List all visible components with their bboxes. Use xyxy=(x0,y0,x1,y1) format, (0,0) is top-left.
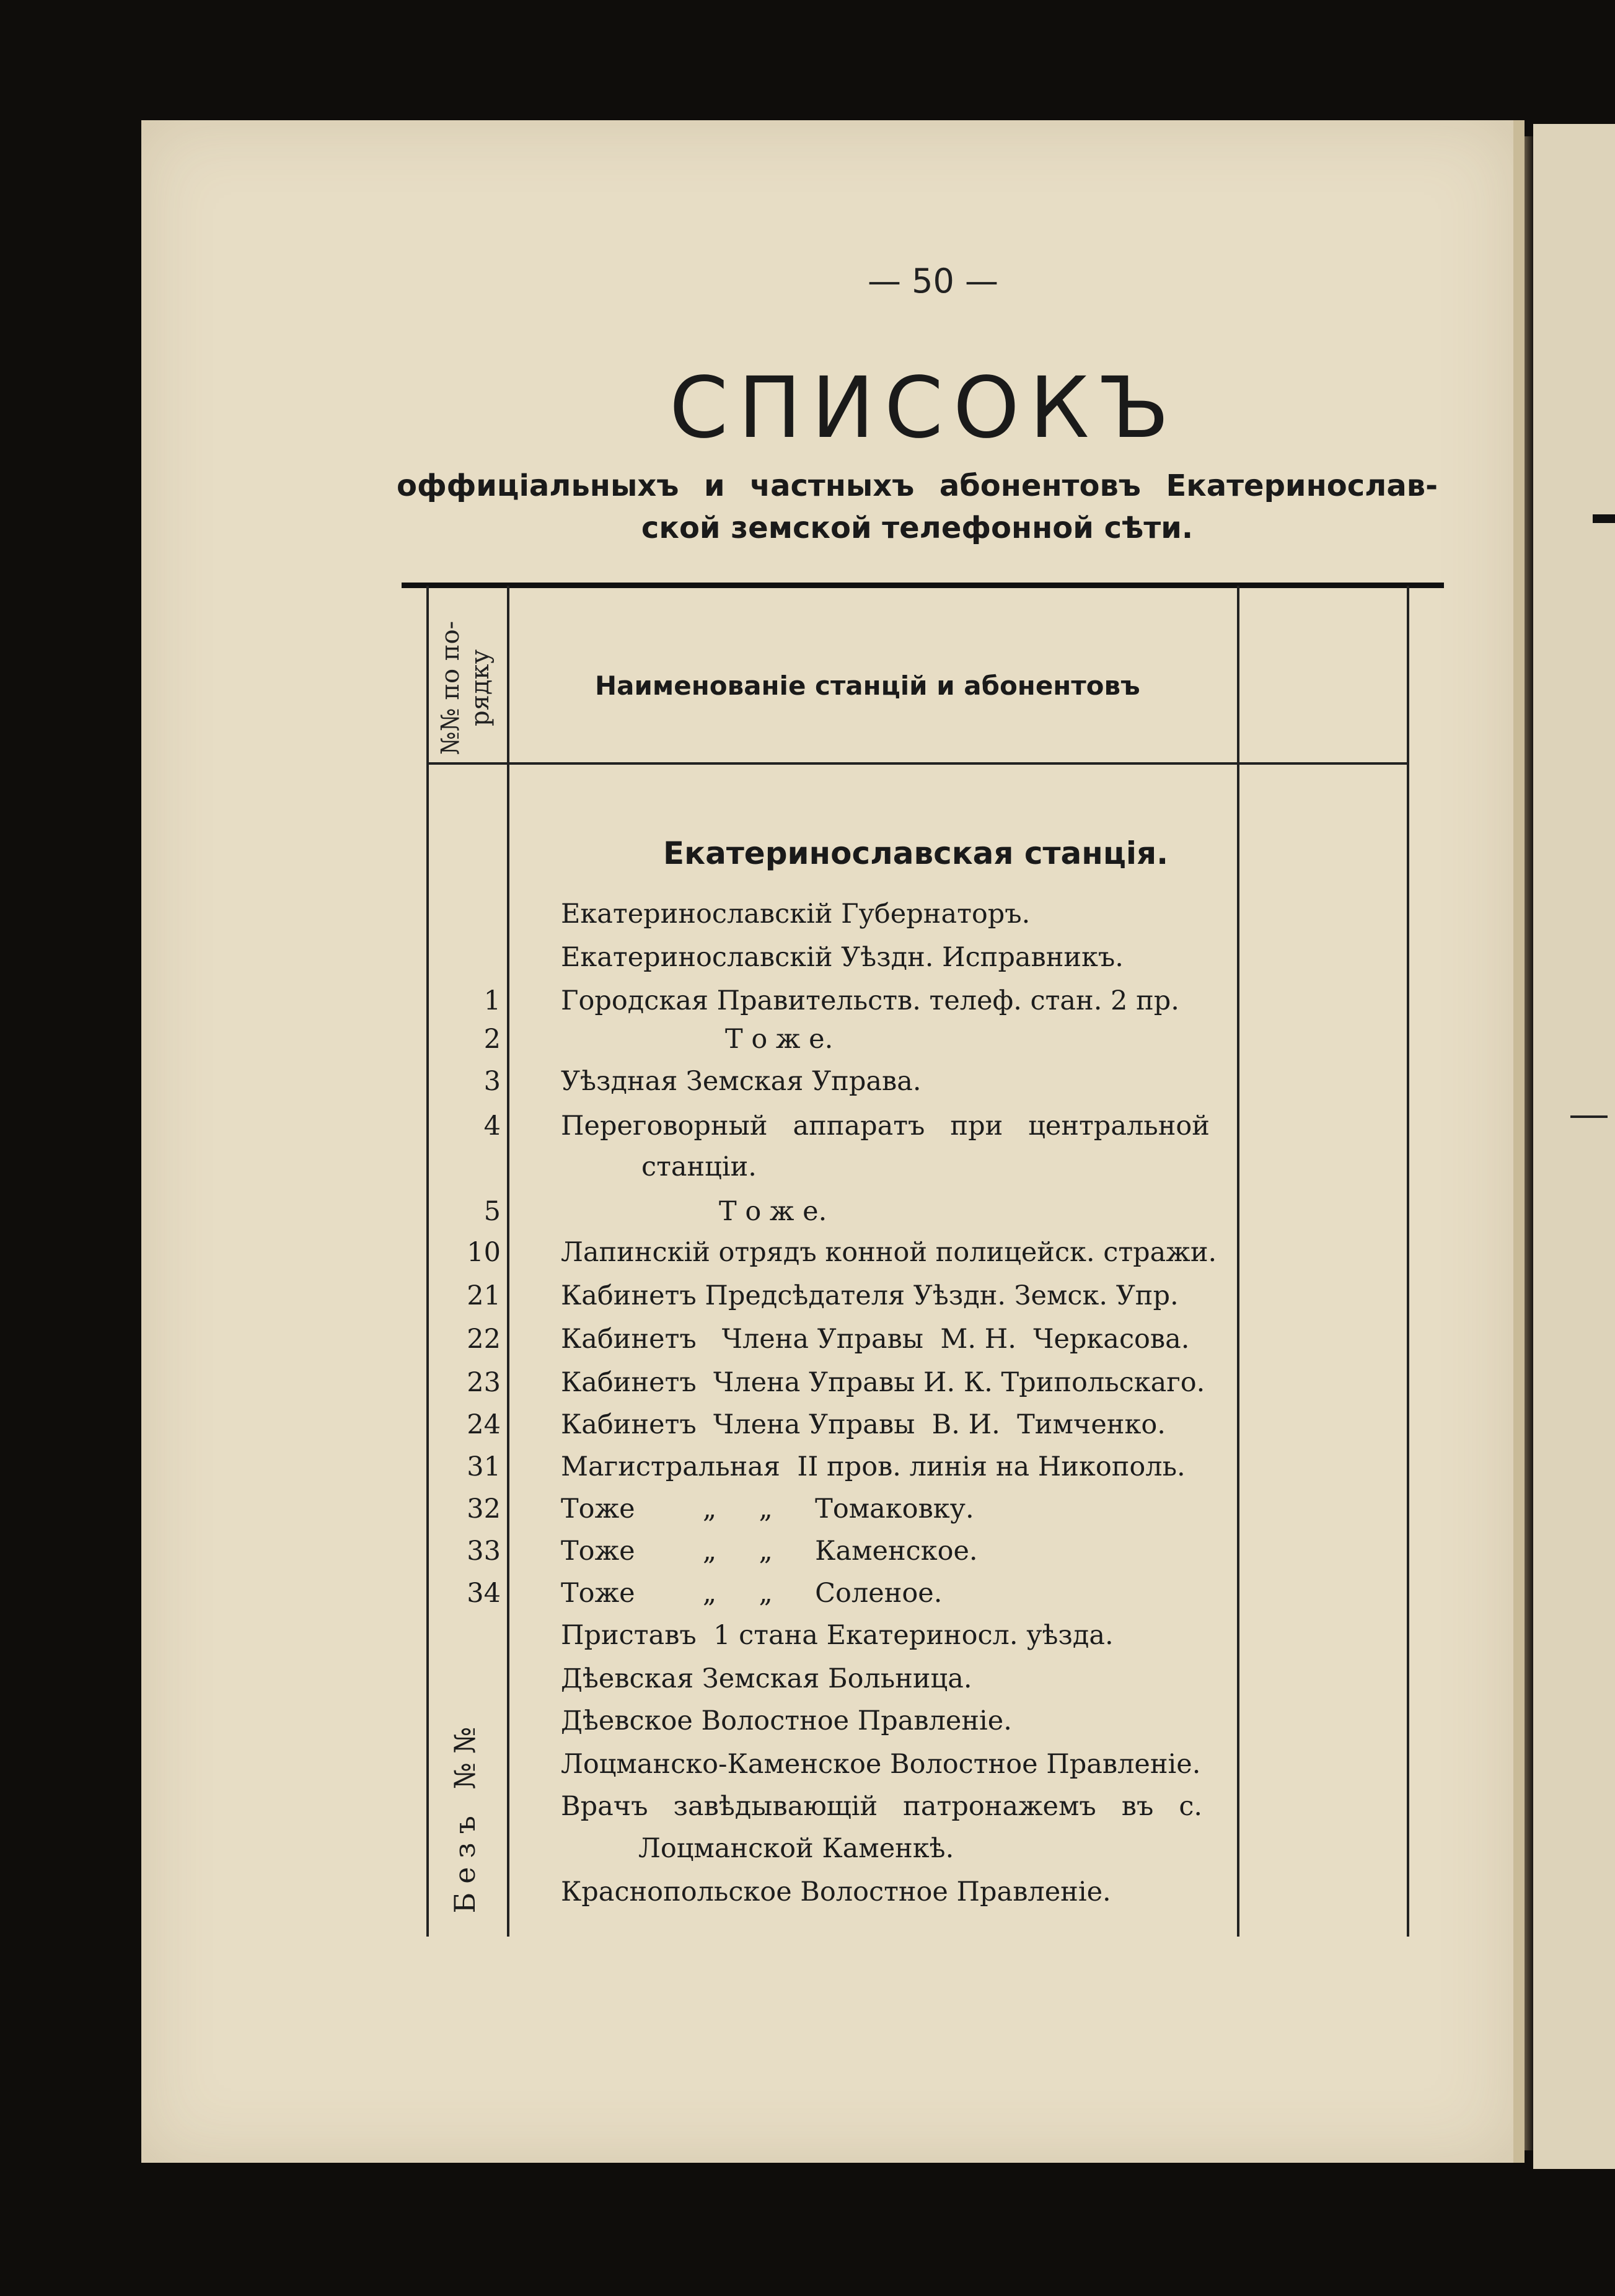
table-row xyxy=(0,1237,1615,1280)
page-title: СПИСОКЪ xyxy=(669,359,1179,457)
row-text: Врачъ завѣдывающій патронажемъ въ с. xyxy=(561,1791,1203,1822)
subtitle-line-1: оффиціальныхъ и частныхъ абонентовъ Екатеринослав- xyxy=(397,468,1438,503)
table-row xyxy=(0,899,1615,942)
row-number: 23 xyxy=(467,1367,501,1398)
page-subtitle xyxy=(397,465,1438,549)
row-text: Лоцманско-Каменское Волостное Правленіе. xyxy=(561,1749,1201,1780)
table-row xyxy=(0,1024,1615,1067)
table-row xyxy=(0,1536,1615,1579)
row-number: 3 xyxy=(483,1066,501,1097)
page-number: — 50 — xyxy=(868,262,999,301)
table-row xyxy=(0,985,1615,1029)
table-row xyxy=(0,1833,1615,1876)
side-label-text: Безъ №№ xyxy=(448,1718,482,1914)
row-text: Городская Правительств. телеф. стан. 2 пр. xyxy=(561,985,1179,1016)
table-row xyxy=(0,1151,1615,1195)
table-row xyxy=(0,1705,1615,1749)
row-text: Екатеринославскій Уѣздн. Исправникъ. xyxy=(561,942,1124,973)
row-text: Кабинетъ Члена Управы И. К. Трипольскаго. xyxy=(561,1367,1205,1398)
row-number: 21 xyxy=(467,1280,501,1311)
table-row xyxy=(0,1791,1615,1834)
row-text: Краснопольское Волостное Правленіе. xyxy=(561,1876,1111,1907)
row-text: Тоже „ „ Каменское. xyxy=(561,1536,978,1567)
row-number: 34 xyxy=(467,1578,501,1609)
subtitle-line-2: ской земской телефонной сѣти. xyxy=(641,511,1194,545)
table-row xyxy=(0,1876,1615,1920)
row-number: 22 xyxy=(467,1324,501,1355)
table-row xyxy=(0,1196,1615,1239)
row-text: Тоже „ „ Соленое. xyxy=(561,1578,943,1609)
row-text: Приставъ 1 стана Екатериносл. уѣзда. xyxy=(561,1620,1114,1651)
row-text: Переговорный аппаратъ при центральной xyxy=(561,1111,1210,1141)
row-text: Кабинетъ Члена Управы В. И. Тимченко. xyxy=(561,1409,1166,1440)
table-row xyxy=(0,1620,1615,1663)
row-text: Кабинетъ Члена Управы М. Н. Черкасова. xyxy=(561,1324,1190,1355)
table-row xyxy=(0,1451,1615,1495)
table-row xyxy=(0,942,1615,985)
row-number: 33 xyxy=(467,1536,501,1567)
row-text: станціи. xyxy=(641,1151,757,1182)
row-text: Кабинетъ Предсѣдателя Уѣздн. Земск. Упр. xyxy=(561,1280,1179,1311)
table-top-rule xyxy=(402,583,1444,588)
row-text: Дѣевская Земская Больница. xyxy=(561,1663,972,1694)
row-text: Уѣздная Земская Управа. xyxy=(561,1066,922,1097)
table-row xyxy=(0,1324,1615,1367)
row-text: Лапинскій отрядъ конной полицейск. стражи. xyxy=(561,1237,1217,1268)
side-label-unnumbered xyxy=(434,1698,496,1933)
table-row xyxy=(0,1111,1615,1154)
row-number: 31 xyxy=(467,1451,501,1482)
row-text: Дѣевское Волостное Правленіе. xyxy=(561,1705,1012,1736)
row-text: Тоже „ „ Томаковку. xyxy=(561,1493,974,1524)
row-text: Магистральная II пров. линія на Никополь. xyxy=(561,1451,1186,1482)
station-title: Екатеринославская станція. xyxy=(663,835,1169,871)
table-row xyxy=(0,1749,1615,1792)
row-text: Лоцманской Каменкѣ. xyxy=(638,1833,954,1864)
table-row xyxy=(0,1663,1615,1707)
table-header-rule xyxy=(426,762,1409,765)
row-text: Т о ж е. xyxy=(725,1024,834,1055)
number-column-header-label: №№ по по- рядку xyxy=(436,620,495,755)
row-number: 4 xyxy=(483,1111,501,1141)
table-row xyxy=(0,1280,1615,1324)
row-number: 2 xyxy=(483,1024,501,1055)
row-text: Екатеринославскій Губернаторъ. xyxy=(561,899,1031,930)
table-row xyxy=(0,1493,1615,1537)
row-number: 5 xyxy=(483,1196,501,1227)
number-column-header xyxy=(425,614,506,762)
row-number: 32 xyxy=(467,1493,501,1524)
row-number: 24 xyxy=(467,1409,501,1440)
row-number: 10 xyxy=(467,1237,501,1268)
row-text: Т о ж е. xyxy=(719,1196,827,1227)
facing-page-rule xyxy=(1593,514,1615,523)
row-number: 1 xyxy=(483,985,501,1016)
table-row xyxy=(0,1367,1615,1410)
name-column-header: Наименованіе станцій и абонентовъ xyxy=(595,671,1140,701)
table-row xyxy=(0,1066,1615,1109)
table-row xyxy=(0,1578,1615,1621)
table-row xyxy=(0,1409,1615,1453)
